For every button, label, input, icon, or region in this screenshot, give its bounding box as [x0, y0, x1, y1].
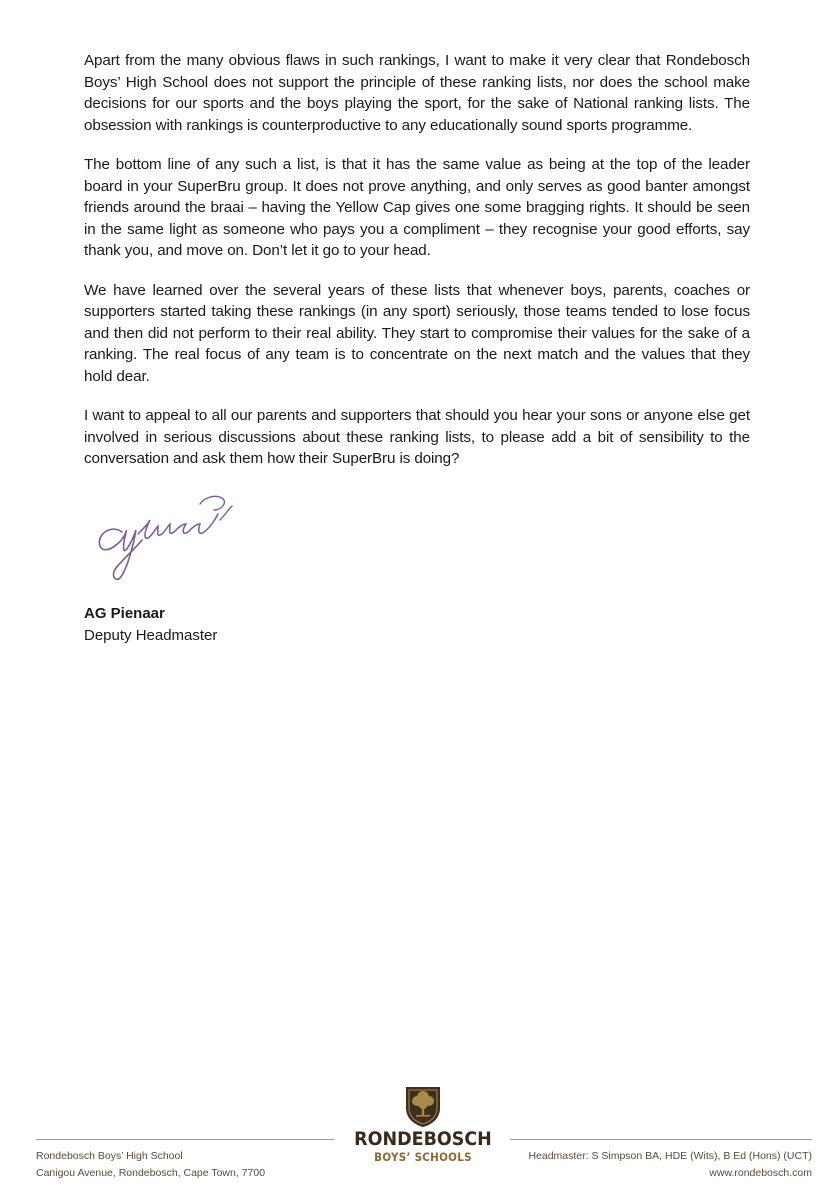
paragraph-2: The bottom line of any such a list, is that it has the same value as being at the top of the leader board in your SuperBru group. It does not prove anything, and only serves as good banter amongst friends around the braai – having the Yellow Cap gives one some bragging rights. It should be seen in the same light as someone who pays you a compliment – they recognise your good efforts, say thank you, and move on. Don’t let it go to your head. — [84, 156, 750, 259]
paragraph-3: We have learned over the several years of these lists that whenever boys, parents, coaches or supporters started taking these rankings (in any sport) seriously, those teams tended to lose focus and then did not perform to their real ability. They start to compromise their values for the sake of a ranking. The real focus of any team is to concentrate on the next match and the values that they hold dear. — [84, 281, 750, 385]
brand-wordmark — [336, 1128, 510, 1164]
paragraph-1: Apart from the many obvious flaws in such rankings, I want to make it very clear that Rondebosch Boys’ High School does not support the principle of these ranking lists, nor does the school make decisions for our sports and the boys playing the sport, for the sake of National ranking lists. The obsession with rankings is counterproductive to any educationally sound sports programme. — [84, 52, 750, 134]
school-crest-icon — [403, 1084, 443, 1128]
signatory-name: AG Pienaar — [84, 605, 165, 622]
headmaster-block — [528, 1148, 812, 1182]
brand-name: RONDEBOSCH — [354, 1128, 492, 1150]
website-link[interactable]: www.rondebosch.com — [709, 1167, 812, 1179]
handwritten-signature — [82, 484, 242, 584]
headmaster-credit: Headmaster: S Simpson BA, HDE (Wits), B Ed (Hons) (UCT) — [528, 1150, 812, 1162]
brand-subtitle: BOYS’ SCHOOLS — [374, 1150, 472, 1164]
footer-divider-left — [36, 1139, 334, 1140]
footer-divider-right — [510, 1139, 812, 1140]
school-address: Canigou Avenue, Rondebosch, Cape Town, 7700 — [36, 1167, 266, 1179]
letterhead-footer — [36, 1084, 812, 1184]
letter-body — [84, 50, 750, 488]
school-address-block — [36, 1148, 265, 1182]
signatory-block — [84, 603, 217, 647]
paragraph-4: I want to appeal to all our parents and supporters that should you hear your sons or anyone else get involved in serious discussions about these ranking lists, to please add a bit of sensibility to the conversation and ask them how their SuperBru is doing? — [84, 407, 750, 467]
school-name: Rondebosch Boys’ High School — [36, 1150, 183, 1162]
signatory-title: Deputy Headmaster — [84, 627, 218, 644]
